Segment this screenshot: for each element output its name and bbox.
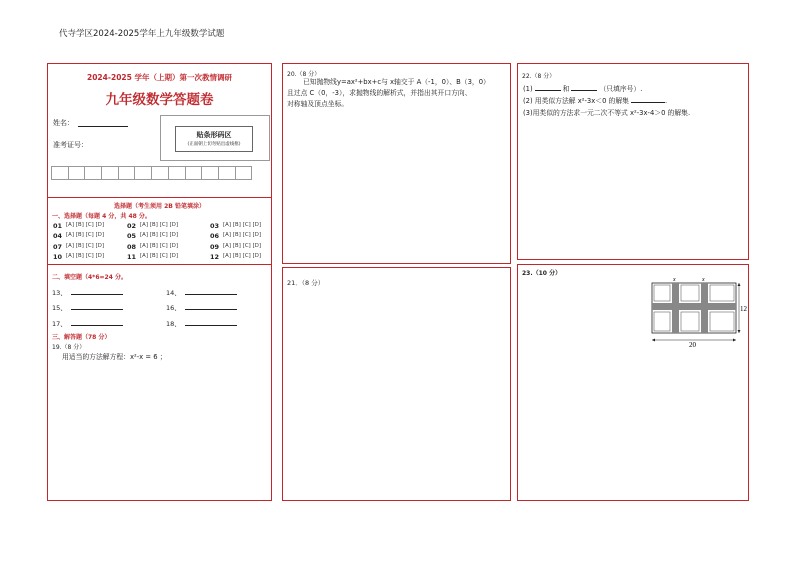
left-panel xyxy=(47,63,272,501)
fill-item: 17、 xyxy=(52,319,123,328)
q20-label: 20.（8 分） xyxy=(287,71,321,78)
q20-text-line2: 且过点 C（0，-3），求抛物线的解析式，并指出其开口方向、 xyxy=(287,89,472,97)
road-vertical-2 xyxy=(701,283,708,333)
barcode-inner-box xyxy=(175,126,253,152)
id-digit-box[interactable] xyxy=(134,166,152,180)
q22-line2: (2) 用类似方法解 x²-3x＜0 的解集 . xyxy=(523,97,668,105)
mcq-options[interactable]: [A] [B] [C] [D] xyxy=(223,232,262,238)
exam-subtitle: 2024-2025 学年（上期）第一次教情调研 xyxy=(87,73,232,82)
id-digit-boxes[interactable] xyxy=(51,166,251,180)
q23-label: 23.（10 分） xyxy=(522,270,562,277)
mcq-options[interactable]: [A] [B] [C] [D] xyxy=(223,222,262,228)
id-digit-box[interactable] xyxy=(218,166,236,180)
id-digit-box[interactable] xyxy=(101,166,119,180)
answer-blank[interactable] xyxy=(185,294,237,295)
fill-item: 15、 xyxy=(52,303,123,312)
barcode-area xyxy=(160,115,270,161)
mcq-number: 01 xyxy=(53,222,63,230)
fill-item: 13、 xyxy=(52,288,123,297)
mcq-options[interactable]: [A] [B] [C] [D] xyxy=(223,253,262,259)
road-vertical-1 xyxy=(672,283,679,333)
mcq-number: 03 xyxy=(210,222,220,230)
mcq-options[interactable]: [A] [B] [C] [D] xyxy=(140,222,179,228)
id-digit-box[interactable] xyxy=(235,166,253,180)
fill-item: 18、 xyxy=(166,319,237,328)
q23-panel[interactable] xyxy=(517,264,749,501)
id-digit-box[interactable] xyxy=(151,166,169,180)
answer-blank[interactable] xyxy=(185,309,237,310)
mcq-options[interactable]: [A] [B] [C] [D] xyxy=(66,232,105,238)
answer-blank[interactable] xyxy=(571,90,597,91)
mcq-options[interactable]: [A] [B] [C] [D] xyxy=(140,232,179,238)
mcq-options[interactable]: [A] [B] [C] [D] xyxy=(66,243,105,249)
id-digit-box[interactable] xyxy=(201,166,219,180)
mcq-section-title: 一、选择题（每题 4 分，共 48 分。 xyxy=(52,213,151,220)
mcq-number: 10 xyxy=(53,253,63,261)
mcq-row xyxy=(53,232,261,240)
q20-text-line1: 已知抛物线y=ax²+bx+c与 x轴交于 A（-1，0）、B（3，0） xyxy=(303,78,490,86)
mcq-header: 选择题（考生须用 2B 铅笔填涂） xyxy=(114,203,205,210)
width-label: 20 xyxy=(689,341,696,349)
fill-section-title: 二、填空题（4*6=24 分。 xyxy=(52,274,127,281)
mcq-number: 05 xyxy=(127,232,137,240)
q22-panel[interactable] xyxy=(517,63,749,260)
school-title: 代寺学区2024-2025学年上九年级数学试题 xyxy=(59,29,225,39)
mcq-options[interactable]: [A] [B] [C] [D] xyxy=(140,253,179,259)
road-horizontal xyxy=(652,303,736,310)
answer-blank[interactable] xyxy=(71,294,123,295)
q20-text-line3: 对称轴及顶点坐标。 xyxy=(287,100,349,108)
q19-text: 用适当的方法解方程：x²-x = 6 ； xyxy=(62,353,167,361)
height-label: 12 xyxy=(740,305,747,313)
mcq-number: 06 xyxy=(210,232,220,240)
mcq-row xyxy=(53,253,261,261)
arrow-up-icon xyxy=(738,283,741,286)
mcq-options[interactable]: [A] [B] [C] [D] xyxy=(66,253,105,259)
q19-label: 19.（8 分） xyxy=(52,344,86,351)
q22-label: 22.（8 分） xyxy=(522,73,556,80)
mcq-options[interactable]: [A] [B] [C] [D] xyxy=(140,243,179,249)
answer-blank[interactable] xyxy=(71,325,123,326)
id-digit-box[interactable] xyxy=(168,166,186,180)
answer-blank[interactable] xyxy=(535,90,561,91)
barcode-note: (正面朝上切勿贴出虚线框) xyxy=(187,142,241,147)
mcq-number: 12 xyxy=(210,253,220,261)
q20-panel[interactable] xyxy=(282,63,511,264)
mcq-number: 04 xyxy=(53,232,63,240)
mcq-number: 08 xyxy=(127,243,137,251)
mcq-options[interactable]: [A] [B] [C] [D] xyxy=(223,243,262,249)
mcq-number: 09 xyxy=(210,243,220,251)
exam-title: 九年级数学答题卷 xyxy=(105,92,214,108)
arrow-down-icon xyxy=(738,330,741,333)
id-digit-box[interactable] xyxy=(185,166,203,180)
solve-section-title: 三、解答题（78 分） xyxy=(52,334,111,341)
fill-item: 14、 xyxy=(166,288,237,297)
mcq-options[interactable]: [A] [B] [C] [D] xyxy=(66,222,105,228)
answer-blank[interactable] xyxy=(71,309,123,310)
answer-blank[interactable] xyxy=(631,102,665,103)
mcq-number: 11 xyxy=(127,253,137,261)
barcode-title: 贴条形码区 xyxy=(196,131,232,139)
road-width-label: x xyxy=(702,277,705,283)
arrow-right-icon xyxy=(733,339,736,342)
mcq-row xyxy=(53,222,261,230)
fill-item: 16、 xyxy=(166,303,237,312)
road-width-label: x xyxy=(673,277,676,283)
mcq-row xyxy=(53,243,261,251)
q22-line3: (3)用类似的方法求一元二次不等式 x²-3x-4＞0 的解集. xyxy=(523,109,691,117)
id-digit-box[interactable] xyxy=(68,166,86,180)
id-label: 准考证号： xyxy=(53,141,88,149)
q21-label: 21．（8 分） xyxy=(287,279,325,287)
mcq-number: 07 xyxy=(53,243,63,251)
q22-line1: (1) 和 （只填序号）. xyxy=(523,85,643,93)
arrow-left-icon xyxy=(652,339,655,342)
id-digit-box[interactable] xyxy=(84,166,102,180)
name-label: 姓名： xyxy=(53,119,74,127)
name-field[interactable] xyxy=(78,126,128,127)
q21-panel[interactable] xyxy=(282,267,511,501)
rectangle-road-figure xyxy=(646,275,746,349)
id-digit-box[interactable] xyxy=(118,166,136,180)
mcq-number: 02 xyxy=(127,222,137,230)
id-digit-box[interactable] xyxy=(51,166,69,180)
answer-blank[interactable] xyxy=(185,325,237,326)
